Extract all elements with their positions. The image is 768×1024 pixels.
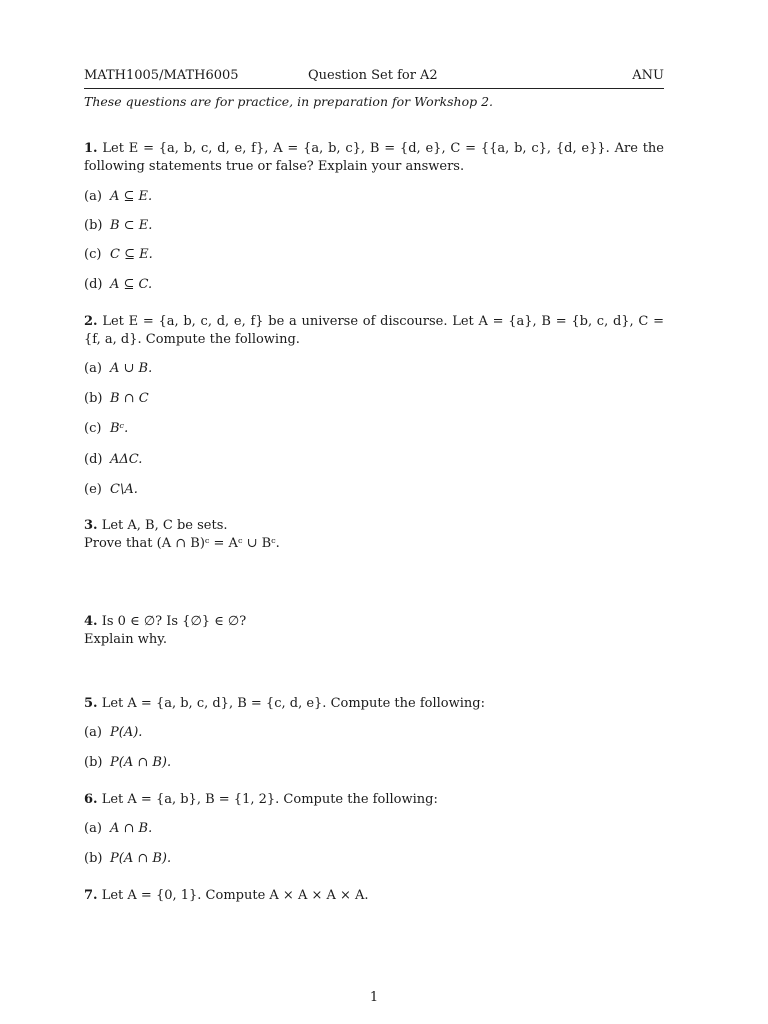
item-label: (b) [84, 391, 103, 406]
q1-item-b [84, 217, 152, 235]
question-text: Let A = {a, b, c, d}, B = {c, d, e}. Compute the following: [101, 696, 485, 711]
item-label: (a) [84, 821, 102, 836]
item-expression: P(A ∩ B). [110, 755, 172, 770]
item-label: (e) [84, 482, 102, 497]
question-text-line-2: Explain why. [84, 632, 167, 647]
q5-item-b [84, 754, 171, 772]
question-number: 1. [84, 141, 98, 156]
item-label: (c) [84, 421, 102, 436]
question-text: Let A, B, C be sets. [101, 518, 228, 533]
question-text: Let A = {0, 1}. Compute A × A × A × A. [101, 888, 369, 903]
item-expression: B ∩ C [110, 391, 149, 406]
q6-item-a [84, 820, 152, 838]
question-7 [84, 887, 664, 905]
item-label: (b) [84, 851, 103, 866]
item-label: (a) [84, 725, 102, 740]
q1-item-a [84, 188, 152, 206]
q2-item-c [84, 420, 128, 438]
item-expression: A ∩ B. [110, 821, 153, 836]
item-expression: Bᶜ. [110, 421, 129, 436]
item-label: (b) [84, 755, 103, 770]
q6-item-b [84, 850, 171, 868]
item-expression: A ⊆ E. [110, 189, 153, 204]
item-expression: AΔC. [110, 452, 143, 467]
page-header [84, 68, 664, 89]
document-title: Question Set for A2 [308, 68, 438, 83]
item-expression: B ⊂ E. [110, 218, 153, 233]
question-1 [84, 140, 664, 176]
item-label: (c) [84, 247, 102, 262]
page-number: 1 [369, 990, 379, 1005]
item-expression: A ∪ B. [110, 361, 153, 376]
q1-item-c [84, 246, 153, 264]
item-label: (d) [84, 452, 103, 467]
question-number: 5. [84, 696, 98, 711]
item-expression: C\A. [110, 482, 138, 497]
q2-item-e [84, 481, 138, 499]
question-5 [84, 695, 664, 713]
institution: ANU [632, 68, 664, 83]
q2-item-a [84, 360, 152, 378]
question-number: 7. [84, 888, 98, 903]
item-label: (a) [84, 189, 102, 204]
subtitle: These questions are for practice, in preparation for Workshop 2. [84, 94, 494, 109]
item-expression: A ⊆ C. [110, 277, 153, 292]
question-number: 2. [84, 314, 98, 329]
question-text: Let E = {a, b, c, d, e, f}, A = {a, b, c}, B = {d, e}, C = {{a, b, c}, {d, e}}. Are the following statements true or false? Explain your answers. [84, 141, 665, 174]
question-text: Is 0 ∈ ∅? Is {∅} ∈ ∅? [101, 614, 247, 629]
item-label: (b) [84, 218, 103, 233]
question-number: 3. [84, 518, 98, 533]
question-text: Let A = {a, b}, B = {1, 2}. Compute the following: [101, 792, 438, 807]
question-number: 4. [84, 614, 98, 629]
q5-item-a [84, 724, 142, 742]
question-3 [84, 517, 664, 553]
q1-item-d [84, 276, 152, 294]
question-2 [84, 313, 664, 349]
question-number: 6. [84, 792, 98, 807]
item-expression: C ⊆ E. [110, 247, 153, 262]
item-expression: P(A). [110, 725, 143, 740]
document-page [84, 0, 664, 1024]
question-6 [84, 791, 664, 809]
item-label: (a) [84, 361, 102, 376]
item-label: (d) [84, 277, 103, 292]
question-text: Let E = {a, b, c, d, e, f} be a universe of discourse. Let A = {a}, B = {b, c, d}, C = {f, a, d}. Compute the following. [84, 314, 664, 347]
item-expression: P(A ∩ B). [110, 851, 172, 866]
question-4 [84, 613, 664, 649]
question-text-line-2: Prove that (A ∩ B)ᶜ = Aᶜ ∪ Bᶜ. [84, 536, 280, 551]
q2-item-d [84, 451, 142, 469]
q2-item-b [84, 390, 149, 408]
course-code: MATH1005/MATH6005 [84, 68, 239, 83]
